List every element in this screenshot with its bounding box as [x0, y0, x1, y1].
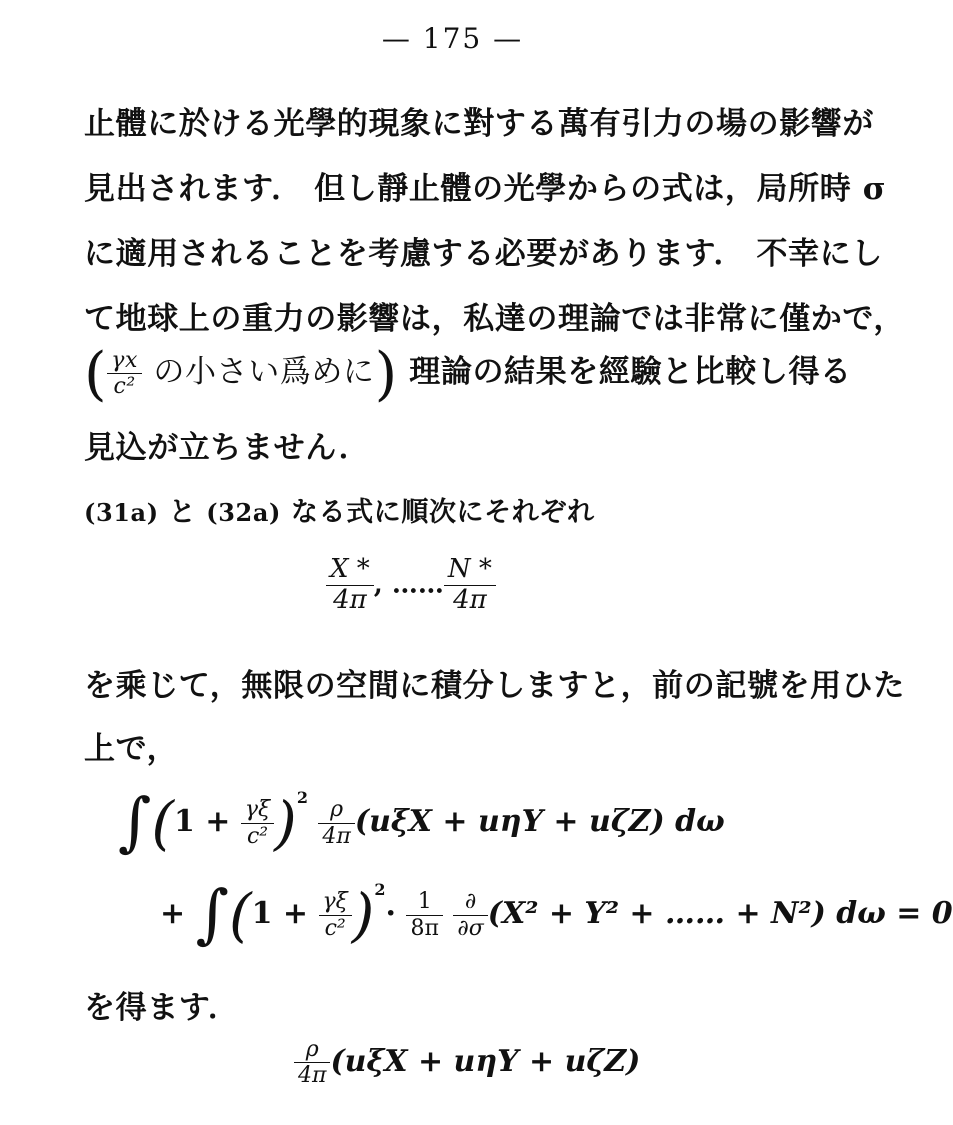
plus-sign: + [160, 896, 186, 931]
integral-sign: ∫ [195, 877, 229, 952]
fraction-denominator: ∂σ [457, 915, 484, 941]
text-line-5-rest: 理論の結果を經驗と比較し得る [409, 354, 852, 390]
fraction-denominator: 8π [410, 915, 439, 941]
fraction-denominator: c² [246, 823, 269, 849]
text-line-5 [84, 339, 852, 408]
equation-3 [294, 1037, 640, 1089]
equation-multipliers [326, 555, 496, 616]
fraction-partial-over-dsigma [453, 889, 487, 941]
fraction-numerator: ∂ [453, 889, 487, 915]
text-line-7-rest: なる式に順次にそれぞれ [290, 497, 595, 528]
fraction-gamma-xi-over-c2 [241, 797, 274, 849]
equation-3-tail: (uξX + uηY + uζZ) [330, 1043, 641, 1079]
integral-sign: ∫ [118, 785, 152, 860]
fraction-denominator: 4π [333, 584, 367, 615]
left-paren: ( [228, 880, 252, 949]
fraction-rho-over-4pi [318, 797, 354, 849]
right-paren: ) [374, 339, 398, 408]
right-paren: ) [274, 788, 297, 857]
term-one-plus: 1 + [251, 896, 309, 931]
fraction-numerator: ρ [318, 797, 354, 823]
text-line-10: を得ます． [84, 990, 240, 1026]
left-paren: ( [84, 339, 108, 408]
fraction-denominator: 4π [322, 823, 351, 849]
text-line-5-inner: の小さい爲めに [153, 354, 375, 390]
ellipsis: , …… [373, 569, 444, 600]
fraction-denominator: 4π [453, 584, 487, 615]
fraction-numerator: X * [326, 555, 374, 586]
fraction-numerator: γξ [319, 889, 352, 915]
fraction-numerator: N * [444, 555, 496, 586]
equation-2-tail: (X² + Y² + …… + N²) dω = 0 [487, 896, 953, 931]
fraction-numerator: ρ [294, 1037, 330, 1063]
equation-1-tail: (uξX + uηY + uζZ) dω [354, 804, 725, 839]
text-line-2: 見出されます． 但し靜止體の光學からの式は，局所時 σ [84, 171, 887, 207]
equation-ref-32a: (32a) [206, 498, 281, 527]
equation-ref-31a: (31a) [84, 498, 159, 527]
text-line-8: を乘じて，無限の空間に積分しますと，前の記號を用ひた [84, 668, 905, 704]
text-line-3: に適用されることを考慮する必要があります． 不幸にし [84, 236, 883, 272]
fraction-N-star [444, 555, 496, 616]
fraction-denominator: 4π [298, 1063, 327, 1089]
fraction-numerator: γξ [241, 797, 274, 823]
fraction-X-star [326, 555, 374, 616]
fraction-gamma-xi-over-c2 [319, 889, 352, 941]
text-line-7 [84, 490, 595, 529]
fraction-denominator: c² [113, 374, 136, 399]
page-number: — 175 — [381, 22, 524, 55]
fraction-rho-over-4pi [294, 1037, 330, 1089]
fraction-denominator: c² [324, 915, 346, 941]
fraction-numerator: γx [107, 348, 142, 374]
exponent: 2 [296, 788, 308, 807]
left-paren: ( [151, 788, 174, 857]
equation-2: + ∫(1 + $\frac{\gamma\xi}{\text{c²}}$ )$^2$· $\frac{1}{8\pi}$ $\frac{\partial}{\partial\sigma}$ (X² + Y² + …… + N²) dω = 0 [160, 877, 953, 952]
equation-1 [118, 785, 725, 860]
fraction-gamma-x-over-c2 [107, 348, 142, 400]
ref-connector: と [168, 497, 197, 528]
term-one-plus: 1 + [173, 804, 231, 839]
right-paren: ) [351, 880, 375, 949]
fraction-numerator: 1 [406, 889, 442, 915]
fraction-one-over-8pi [406, 889, 442, 941]
text-line-1: 止體に於ける光學的現象に對する萬有引力の場の影響が [84, 106, 874, 142]
exponent: 2 [374, 880, 386, 899]
text-line-6: 見込が立ちません． [84, 430, 371, 466]
text-line-9: 上で， [84, 731, 179, 767]
text-line-4: て地球上の重力の影響は，私達の理論では非常に僅かで， [84, 301, 905, 337]
